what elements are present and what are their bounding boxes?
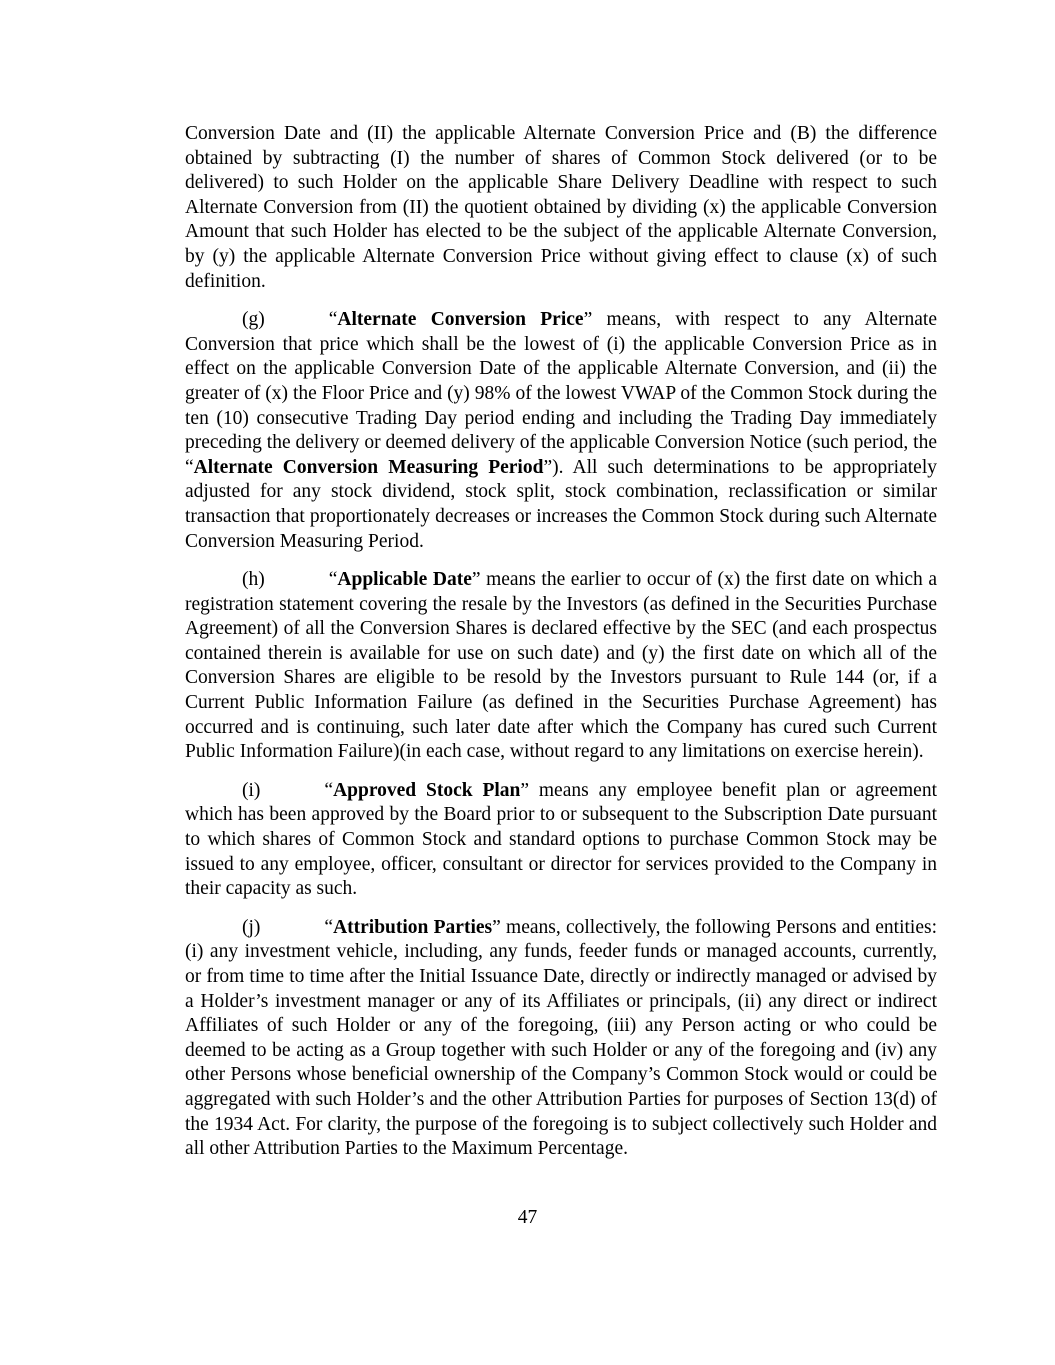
text-run: “ — [324, 916, 334, 938]
text-run: ” means any employee benefit plan or agreement which has been approved by the Board prior to or subsequent to the Subscription Date pursuant to which shares of Common Stock and standard options to purchase Common Stock may be issued to any employee, officer, consultant or director for services provided to the Company in their capacity as such. — [185, 779, 937, 900]
paragraph — [185, 779, 937, 902]
text-run: Conversion Date and (II) the applicable Alternate Conversion Price and (B) the difference obtained by subtracting (I) the number of shares of Common Stock delivered (or to be delivered) to such Holder on the applicable Share Delivery Deadline with respect to such Alternate Conversion from (II) the quotient obtained by dividing (x) the applicable Conversion Amount that such Holder has elected to be the subject of the applicable Alternate Conversion, by (y) the applicable Alternate Conversion Price without giving effect to clause (x) of such definition. — [185, 123, 937, 292]
text-run: ” means, collectively, the following Persons and entities: (i) any investment vehicle, including, any funds, feeder funds or managed accounts, currently, or from time to time after the Initial Issuance Date, directly or indirectly managed or advised by a Holder’s investment manager or any of its Affiliates or principals, (ii) any direct or indirect Affiliates of such Holder or any of the foregoing, (iii) any Person acting or who could be deemed to be acting as a Group together with such Holder or any of the foregoing and (iv) any other Persons whose beneficial ownership of the Company’s Common Stock would or could be aggregated with such Holder’s and the other Attribution Parties for purposes of Section 13(d) of the 1934 Act. For clarity, the purpose of the foregoing is to subject collectively such Holder and all other Attribution Parties to the Maximum Percentage. — [185, 916, 937, 1160]
paragraph-label: (h) — [242, 569, 265, 591]
defined-term: Alternate Conversion Measuring Period — [193, 456, 544, 478]
defined-term: Alternate Conversion Price — [337, 309, 584, 331]
paragraph — [185, 308, 937, 554]
page-number: 47 — [517, 1207, 538, 1228]
text-run: ” means the earlier to occur of (x) the first date on which a registration statement covering the resale by the Investors (as defined in the Securities Purchase Agreement) of all the Conversion Shares is declared effective by the SEC (and each prospectus contained therein is available for use on such date) and (y) the first date on which all of the Conversion Shares are eligible to be resold by the Investors pursuant to Rule 144 (or, if a Current Public Information Failure (as defined in the Securities Purchase Agreement) has occurred and is continuing, such later date after which the Company has cured such Current Public Information Failure)(in each case, without regard to any limitations on exercise herein). — [185, 569, 937, 763]
paragraph-label: (i) — [242, 779, 261, 801]
text-run: ”). All such determinations to be appropriately adjusted for any stock dividend, stock split, stock combination, reclassification or similar transaction that proportionately decreases or increases the Common Stock during such Alternate Conversion Measuring Period. — [185, 456, 937, 552]
defined-term: Attribution Parties — [333, 916, 493, 938]
document-body — [185, 122, 937, 1176]
paragraph — [185, 122, 937, 294]
paragraph — [185, 568, 937, 765]
paragraph-label: (j) — [242, 916, 261, 938]
paragraph-label: (g) — [242, 309, 265, 331]
text-run: “ — [324, 779, 334, 801]
text-run: “ — [328, 309, 338, 331]
paragraph — [185, 916, 937, 1162]
text-run: ” means, with respect to any Alternate Conversion that price which shall be the lowest of (i) the applicable Conversion Price as in effect on the applicable Conversion Date of the applicable Alternate Conversion, and (ii) the greater of (x) the Floor Price and (y) 98% of the lowest VWAP of the Common Stock during the ten (10) consecutive Trading Day period ending and including the Trading Day immediately preceding the delivery or deemed delivery of the applicable Conversion Notice (such period, the “ — [185, 309, 937, 478]
defined-term: Approved Stock Plan — [333, 779, 521, 801]
defined-term: Applicable Date — [337, 569, 472, 591]
text-run: “ — [328, 569, 338, 591]
